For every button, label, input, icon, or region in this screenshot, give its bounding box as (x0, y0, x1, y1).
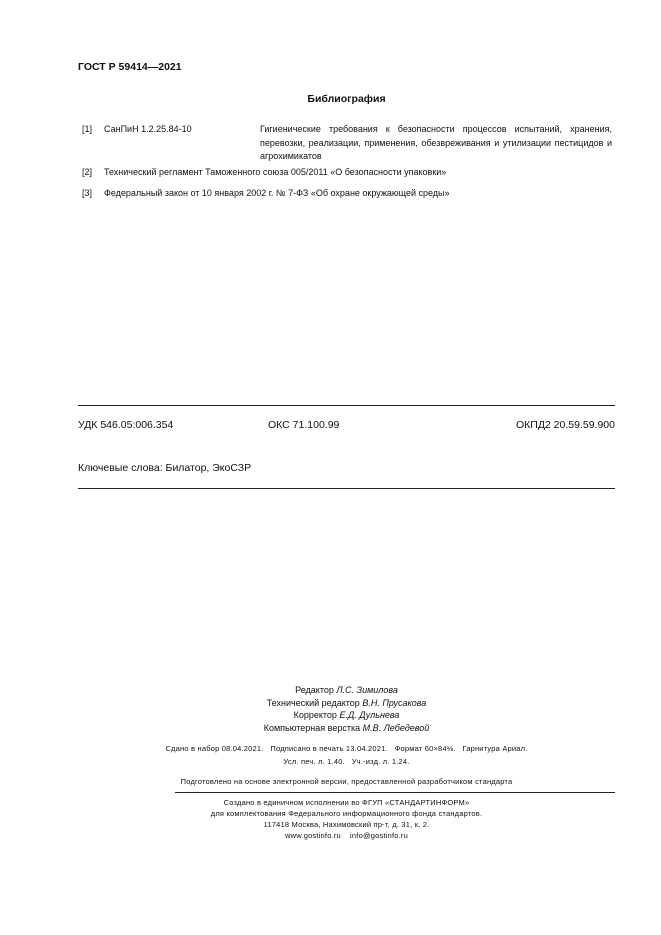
credit-proofreader: Корректор Е.Д. Дульнева (293, 710, 400, 720)
credit-tech-editor: Технический редактор В.Н. Прусакова (266, 697, 427, 708)
oks-code: ОКС 71.100.99 (268, 419, 340, 431)
publisher-line-2: для комплектования Федерального информационного фонда стандартов. (210, 809, 483, 818)
bibliography-title: Библиография (307, 93, 386, 105)
divider-publisher (175, 792, 615, 793)
imprint-line-2: Усл. печ. л. 1.40. Уч.-изд. л. 1.24. (283, 757, 410, 766)
divider-keywords (78, 488, 615, 489)
reference-text: Федеральный закон от 10 января 2002 г. № 7-ФЗ «Об охране окружающей среды» (104, 188, 450, 198)
credit-layout: Компьютерная верстка М.В. Лебедевой (263, 722, 430, 733)
publisher-line-1: Создано в единичном исполнении во ФГУП «СТАНДАРТИНФОРМ» (223, 798, 470, 807)
imprint-line-1: Сдано в набор 08.04.2021. Подписано в печать 13.04.2021. Формат 60×84⅛. Гарнитура Ариал. (165, 744, 528, 753)
prepared-note: Подготовлено на основе электронной версии, предоставленной разработчиком стандарта (180, 777, 513, 786)
standard-number: ГОСТ Р 59414—2021 (78, 61, 182, 73)
keywords: Ключевые слова: Билатор, ЭкоСЗР (78, 462, 252, 474)
reference-text: Гигиенические требования к безопасности процессов испытаний, хранения, перевозки, реализации, применения, обезвреживания и утилизации пестицидов и агрохимикатов (260, 124, 612, 161)
udk-code: УДК 546.05:006.354 (78, 419, 174, 431)
credit-editor: Редактор Л.С. Зимилова (295, 685, 398, 695)
reference-text: Технический регламент Таможенного союза 005/2011 «О безопасности упаковки» (104, 167, 447, 177)
reference-number: [3] (82, 188, 93, 198)
reference-id: СанПиН 1.2.25.84-10 (104, 124, 192, 134)
okpd-code: ОКПД2 20.59.59.900 (515, 419, 615, 431)
divider-top (78, 405, 615, 406)
credits-block (0, 684, 661, 734)
reference-number: [1] (82, 124, 93, 134)
reference-number: [2] (82, 167, 93, 177)
publisher-contacts: www.gostinfo.ru info@gostinfo.ru (284, 831, 408, 840)
publisher-address: 117418 Москва, Нахимовский пр-т, д. 31, к. 2. (263, 820, 430, 829)
